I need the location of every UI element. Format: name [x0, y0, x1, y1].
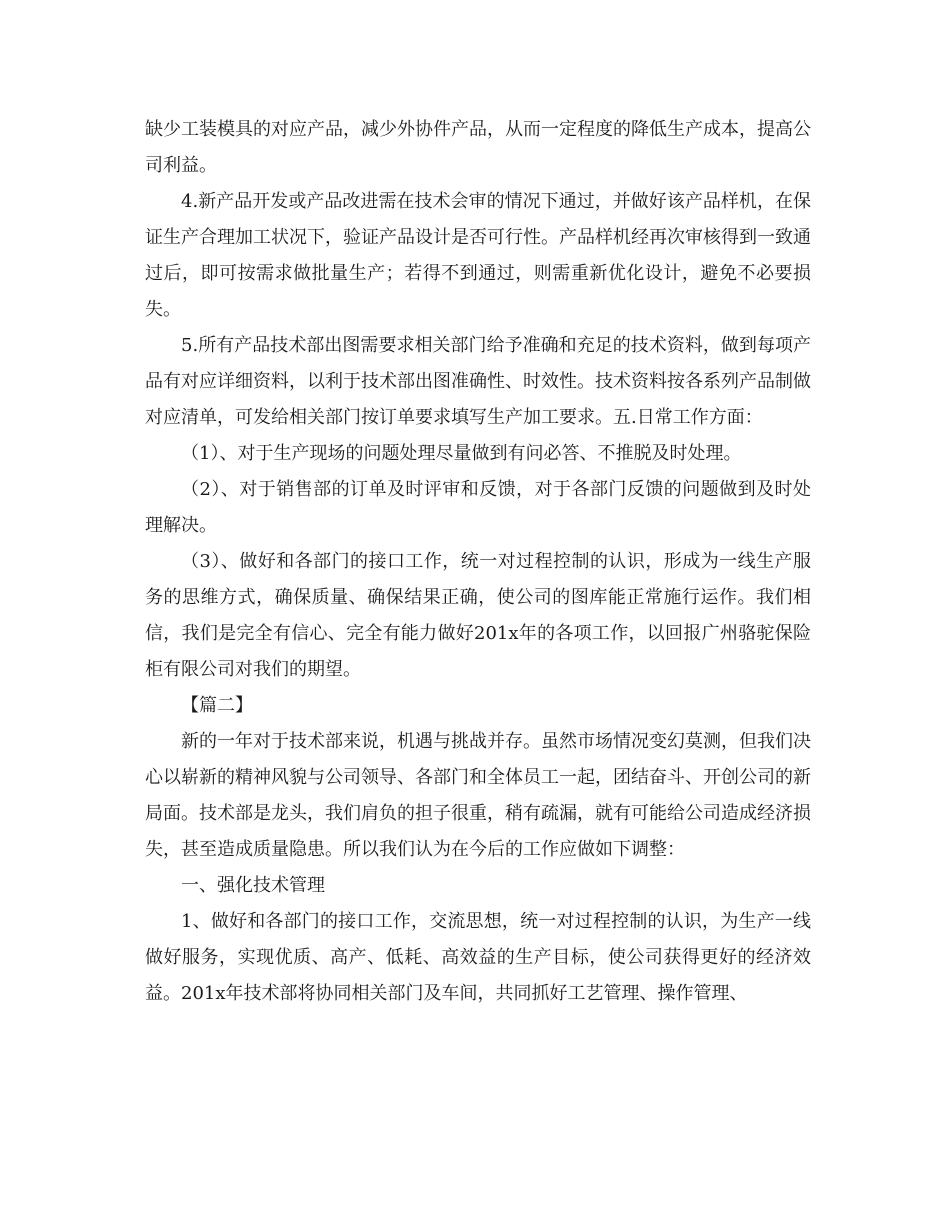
paragraph-8: 新的一年对于技术部来说，机遇与挑战并存。虽然市场情况变幻莫测，但我们决心以崭新的精神风貌与公司领导、各部门和全体员工一起，团结奋斗、开创公司的新局面。技术部是龙头，我们肩负的担子很重，稍有疏漏，就有可能给公司造成经济损失，甚至造成质量隐患。所以我们认为在今后的工作应做如下调整：	[145, 731, 811, 860]
paragraph-2: 4.新产品开发或产品改进需在技术会审的情况下通过，并做好该产品样机，在保证生产合理加工状况下，验证产品设计是否可行性。产品样机经再次审核得到一致通过后，即可按需求做批量生产；若得不到通过，则需重新优化设计，避免不必要损失。	[145, 191, 811, 320]
paragraph-3: 5.所有产品技术部出图需要求相关部门给予准确和充足的技术资料，做到每项产品有对应详细资料，以利于技术部出图准确性、时效性。技术资料按各系列产品制做对应清单，可发给相关部门按订单要求填写生产加工要求。五.日常工作方面：	[145, 335, 811, 428]
subsection-heading: 一、强化技术管理	[181, 875, 325, 896]
paragraph-10: 1、做好和各部门的接口工作，交流思想，统一对过程控制的认识，为生产一线做好服务，实现优质、高产、低耗、高效益的生产目标，使公司获得更好的经济效益。201x年技术部将协同相关部门及车间，共同抓好工艺管理、操作管理、	[145, 911, 811, 1004]
paragraph-1: 缺少工装模具的对应产品，减少外协件产品，从而一定程度的降低生产成本，提高公司利益。	[145, 119, 811, 176]
paragraph-5: （2）、对于销售部的订单及时评审和反馈，对于各部门反馈的问题做到及时处理解决。	[145, 479, 811, 536]
document-body	[145, 112, 811, 1012]
paragraph-6: （3）、做好和各部门的接口工作，统一对过程控制的认识，形成为一线生产服务的思维方式，确保质量、确保结果正确，使公司的图库能正常施行运作。我们相信，我们是完全有信心、完全有能力做好201x年的各项工作，以回报广州骆驼保险柜有限公司对我们的期望。	[145, 551, 811, 680]
section-heading: 【篇二】	[181, 695, 253, 716]
paragraph-4: （1）、对于生产现场的问题处理尽量做到有问必答、不推脱及时处理。	[181, 443, 742, 464]
